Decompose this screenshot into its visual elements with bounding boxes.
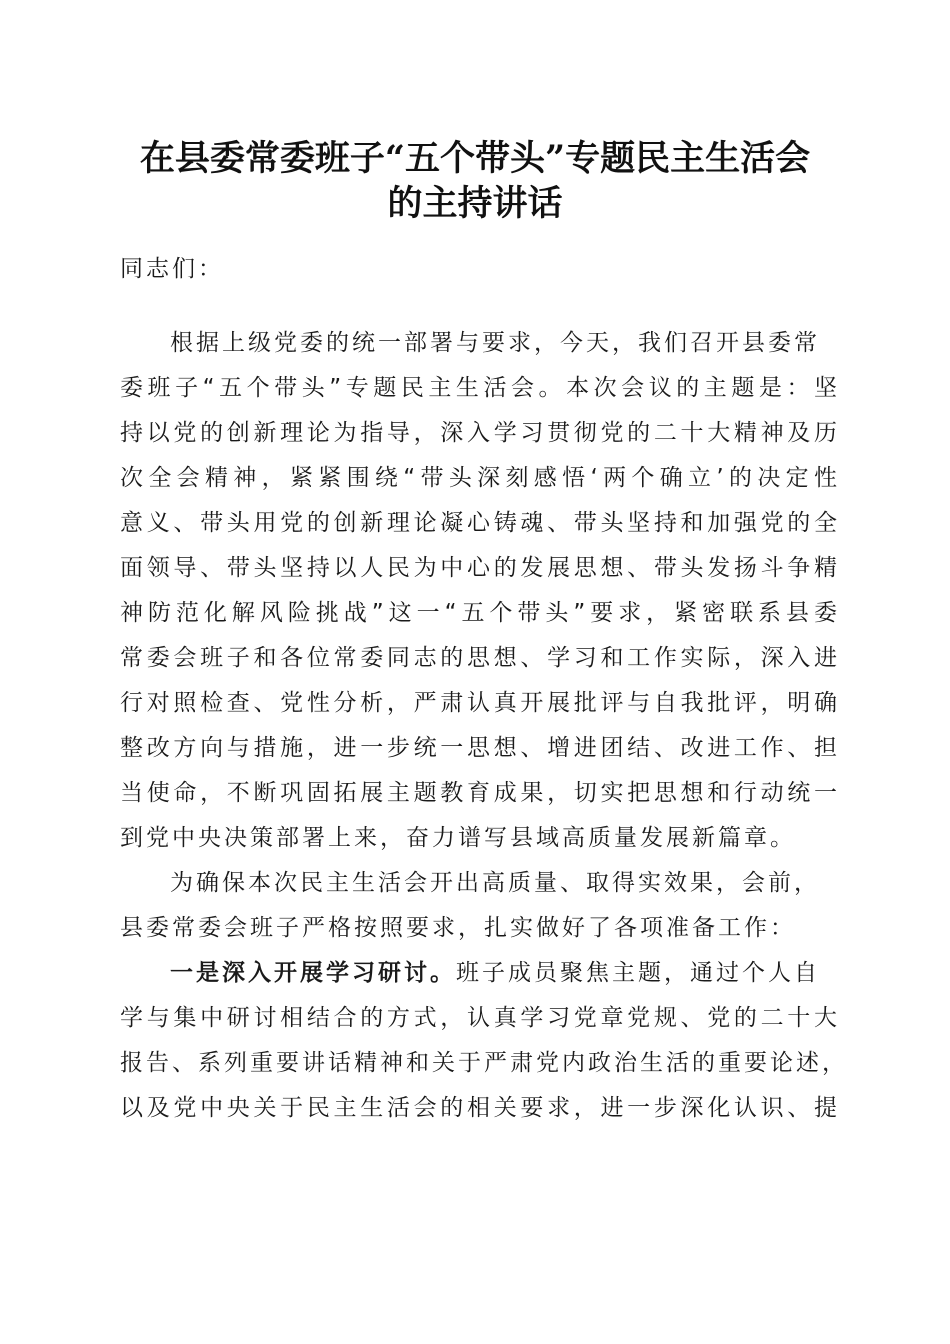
paragraph-line: 报告、系列重要讲话精神和关于严肃党内政治生活的重要论述，	[120, 1050, 848, 1076]
paragraph-line: 神防范化解风险挑战”这一“五个带头”要求，紧密联系县委	[120, 600, 840, 626]
paragraph-line: 为确保本次民主生活会开出高质量、取得实效果，会前，	[170, 870, 820, 896]
paragraph-line: 以及党中央关于民主生活会的相关要求，进一步深化认识、提	[120, 1095, 840, 1121]
paragraph-line: 持以党的创新理论为指导，深入学习贯彻党的二十大精神及历	[120, 420, 840, 446]
paragraph-line: 学与集中研讨相结合的方式，认真学习党章党规、党的二十大	[120, 1005, 840, 1031]
paragraph-line-with-lead	[170, 958, 820, 988]
paragraph-line: 常委会班子和各位常委同志的思想、学习和工作实际，深入进	[120, 645, 840, 671]
paragraph-line: 县委常委会班子严格按照要求，扎实做好了各项准备工作：	[120, 915, 796, 941]
paragraph-line: 次全会精神，紧紧围绕“带头深刻感悟‘两个确立’的决定性	[120, 465, 840, 491]
paragraph-line: 委班子“五个带头”专题民主生活会。本次会议的主题是：坚	[120, 375, 840, 401]
bold-lead: 一是深入开展学习研讨。	[170, 960, 456, 986]
paragraph-line: 整改方向与措施，进一步统一思想、增进团结、改进工作、担	[120, 735, 840, 761]
paragraph-line: 意义、带头用党的创新理论凝心铸魂、带头坚持和加强党的全	[120, 510, 840, 536]
paragraph-line-text: 班子成员聚焦主题，通过个人自	[456, 960, 820, 986]
document-title-line-2: 的主持讲话	[387, 183, 563, 224]
paragraph-line: 根据上级党委的统一部署与要求，今天，我们召开县委常	[170, 330, 820, 356]
document-title-line-1: 在县委常委班子“五个带头”专题民主生活会	[139, 138, 811, 179]
paragraph-line: 到党中央决策部署上来，奋力谱写县域高质量发展新篇章。	[120, 825, 796, 851]
paragraph-line: 行对照检查、党性分析，严肃认真开展批评与自我批评，明确	[120, 690, 840, 716]
greeting: 同志们：	[120, 256, 224, 282]
paragraph-line: 当使命，不断巩固拓展主题教育成果，切实把思想和行动统一	[120, 780, 840, 806]
paragraph-line: 面领导、带头坚持以人民为中心的发展思想、带头发扬斗争精	[120, 555, 840, 581]
